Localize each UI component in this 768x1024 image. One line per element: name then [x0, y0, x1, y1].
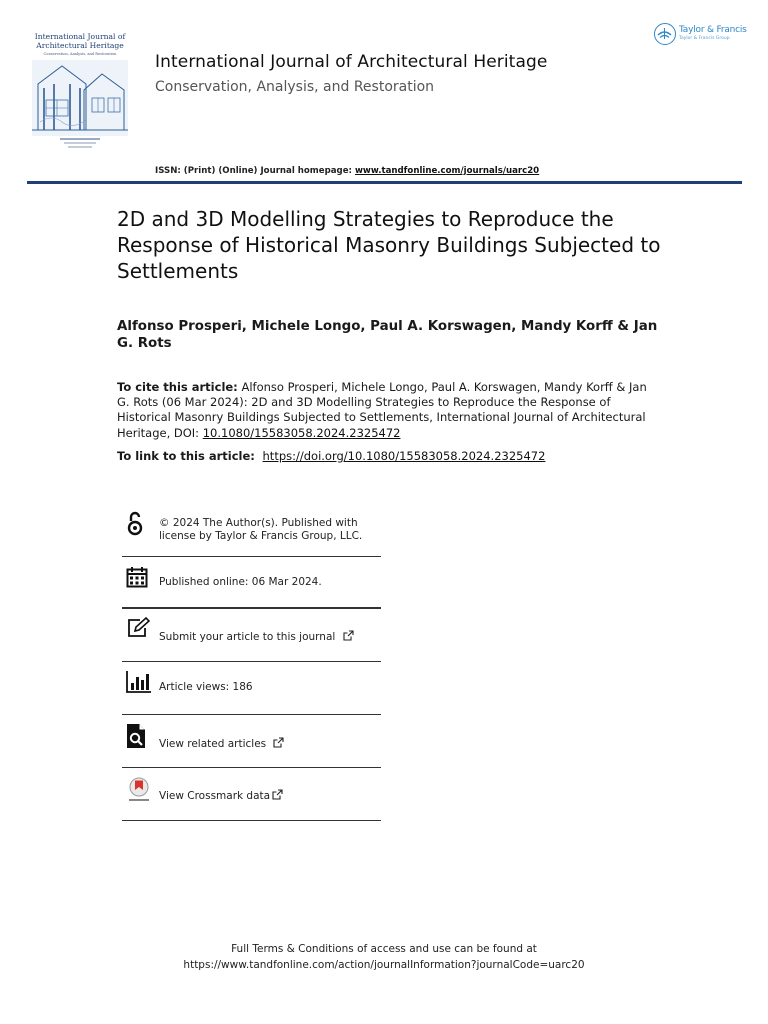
- article-info-list: [122, 503, 381, 821]
- open-access-icon: [126, 511, 144, 537]
- citation-label: To cite this article:: [117, 380, 238, 394]
- related-row[interactable]: [122, 715, 381, 768]
- related-link[interactable]: [159, 737, 284, 751]
- submit-row[interactable]: [122, 609, 381, 662]
- license-line-2: license by Taylor & Francis Group, LLC.: [159, 530, 363, 542]
- cover-illustration: [32, 60, 128, 136]
- license-row: [122, 503, 381, 557]
- views-text: Article views: 186: [159, 681, 253, 693]
- edit-icon: [126, 617, 150, 639]
- terms-url[interactable]: https://www.tandfonline.com/action/journalInformation?journalCode=uarc20: [183, 958, 585, 971]
- crossmark-label: View Crossmark data: [159, 790, 271, 802]
- publisher-logo[interactable]: [654, 22, 746, 48]
- article-link-label: To link to this article:: [117, 449, 255, 463]
- citation-text: Alfonso Prosperi, Michele Longo, Paul A. Korswagen, Mandy Korff & Jan G. Rots (06 Mar 2024): 2D and 3D Modelling Strategies to Reproduce the Response of Historical Masonry Buildings Subjected to Settlements, International Journal of Architectural Heritage, DOI:: [117, 380, 647, 440]
- license-text: [159, 517, 362, 543]
- published-row: [122, 557, 381, 609]
- related-articles-icon: [126, 723, 148, 749]
- license-line-1: © 2024 The Author(s). Published with: [159, 517, 358, 529]
- journal-homepage-link[interactable]: www.tandfonline.com/journals/uarc20: [354, 166, 540, 176]
- crossmark-row[interactable]: [122, 768, 381, 821]
- terms-line-1: Full Terms & Conditions of access and use can be found at: [231, 943, 537, 955]
- publisher-group: Taylor & Francis Group: [679, 36, 730, 41]
- header-rule: [27, 181, 742, 184]
- submit-link[interactable]: [159, 630, 354, 644]
- crossmark-icon: [126, 777, 152, 805]
- calendar-icon: [126, 566, 148, 588]
- citation-block: [117, 380, 662, 441]
- external-link-icon: [343, 630, 354, 641]
- submit-label: Submit your article to this journal: [159, 631, 336, 643]
- crossmark-link[interactable]: [159, 789, 283, 803]
- article-link-line: [117, 449, 545, 463]
- external-link-icon: [273, 737, 284, 748]
- bar-chart-icon: [126, 671, 152, 693]
- publisher-name: Taylor & Francis: [679, 25, 747, 35]
- cover-subtitle: Conservation, Analysis, and Restoration: [43, 52, 117, 56]
- article-authors: Alfonso Prosperi, Michele Longo, Paul A. Korswagen, Mandy Korff & Jan G. Rots: [117, 319, 658, 351]
- views-row: [122, 662, 381, 715]
- related-label: View related articles: [159, 738, 267, 750]
- journal-title: International Journal of Architectural Heritage: [155, 52, 548, 72]
- issn-line: [155, 166, 539, 176]
- citation-doi-link[interactable]: 10.1080/15583058.2024.2325472: [202, 425, 401, 440]
- published-text: Published online: 06 Mar 2024.: [159, 576, 322, 588]
- external-link-icon: [272, 789, 283, 800]
- publisher-logo-icon: [654, 23, 676, 45]
- article-title: 2D and 3D Modelling Strategies to Reproduce the Response of Historical Masonry Buildings Subjected to Settlements: [117, 207, 661, 283]
- issn-text: ISSN: (Print) (Online) Journal homepage:: [155, 166, 352, 176]
- cover-title: International Journal of Architectural Heritage: [34, 32, 126, 50]
- journal-cover: [30, 30, 130, 156]
- terms-footer: [0, 942, 768, 973]
- cover-footer-mark: [50, 138, 110, 148]
- journal-subtitle: Conservation, Analysis, and Restoration: [155, 79, 435, 95]
- article-doi-url[interactable]: https://doi.org/10.1080/15583058.2024.2325472: [262, 449, 546, 463]
